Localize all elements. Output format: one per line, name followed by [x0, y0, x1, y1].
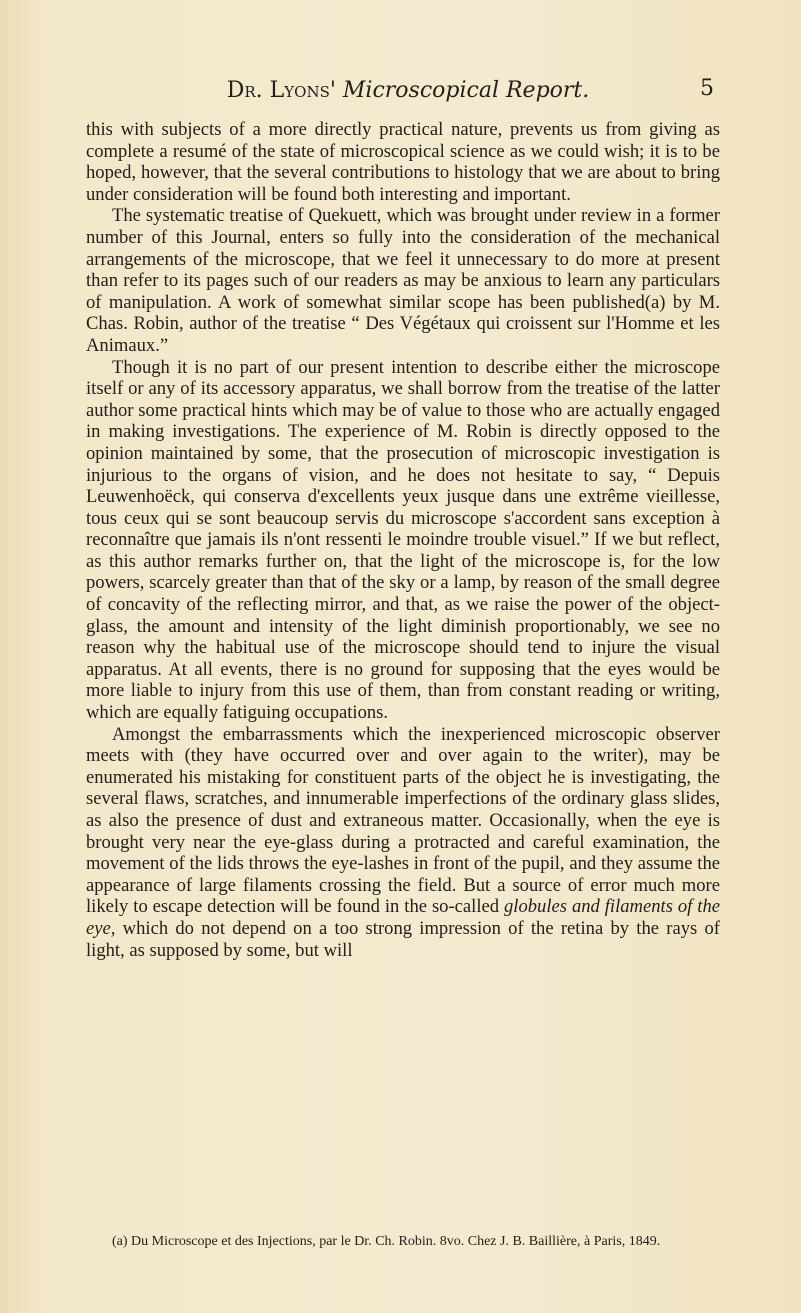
paragraph-4-italic: globules and filaments of the eye,	[86, 896, 720, 939]
paragraph-2: The systematic treatise of Quekuett, which was brought under review in a former number of this Journal, enters so fully into the consideration of the mechanical arrangements of the microscope, that we feel it unnecessary to do more at present than refer to its pages such of our readers as may be anxious to learn any particulars of manipulation. A work of somewhat similar scope has been published(a) by M. Chas. Robin, author of the treatise “ Des Végétaux qui croissent sur l'Homme et les Animaux.”	[86, 205, 720, 356]
paragraph-4-end: which do not depend on a too strong impression of the retina by the rays of light, as supposed by some, but will	[86, 917, 720, 961]
footnote	[86, 1233, 720, 1251]
header-author: Dr. Lyons'	[226, 78, 336, 103]
body-text	[86, 119, 720, 961]
footnote-text: (a) Du Microscope et des Injections, par le Dr. Ch. Robin. 8vo. Chez J. B. Baillière, à Paris, 1849.	[112, 1234, 661, 1249]
page-number: 5	[700, 76, 714, 101]
paragraph-4-text: Amongst the embarrassments which the inexperienced microscopic observer meets with (they have occurred over and over again to the writer), may be enumerated his mistaking for constituent parts of the object he is investigating, the several flaws, scratches, and innumerable imperfections of the ordinary glass slides, as also the presence of dust and extraneous matter. Occasionally, when the eye is brought very near the eye-glass during a protracted and careful examination, the movement of the lids throws the eye-lashes in front of the pupil, and they assume the appearance of large filaments crossing the field. But a source of error much more likely to escape detection will be found in the so-called	[86, 723, 720, 918]
paragraph-4	[86, 724, 720, 962]
paragraph-1: this with subjects of a more directly practical nature, prevents us from giving as complete a resumé of the state of microscopical science as we could wish; it is to be hoped, however, that the several contributions to histology that we are about to bring under consideration will be found both interesting and important.	[86, 119, 720, 205]
paragraph-3: Though it is no part of our present intention to describe either the microscope itself or any of its accessory apparatus, we shall borrow from the treatise of the latter author some practical hints which may be of value to those who are actually engaged in making investigations. The experience of M. Robin is directly opposed to the opinion maintained by some, that the prosecution of microscopic investigation is injurious to the organs of vision, and he does not hesitate to say, “ Depuis Leuwenhoëck, qui conserva d'excellents yeux jusque dans une extrême vieillesse, tous ceux qui se sont beaucoup servis du microscope s'accordent sans exception à reconnaître que jamais ils n'ont ressenti le moindre trouble visuel.” If we but reflect, as this author remarks further on, that the light of the microscope is, for the low powers, scarcely greater than that of the sky or a lamp, by reason of the small degree of concavity of the reflecting mirror, and that, as we raise the power of the object-glass, the amount and intensity of the light diminish proportionably, we see no reason why the habitual use of the microscope should tend to injure the visual apparatus. At all events, there is no ground for supposing that the eyes would be more liable to injury from this use of them, than from constant reading or writing, which are equally fatiguing occupations.	[86, 356, 720, 724]
header-title: Microscopical Report.	[342, 78, 590, 103]
running-header	[108, 78, 708, 103]
